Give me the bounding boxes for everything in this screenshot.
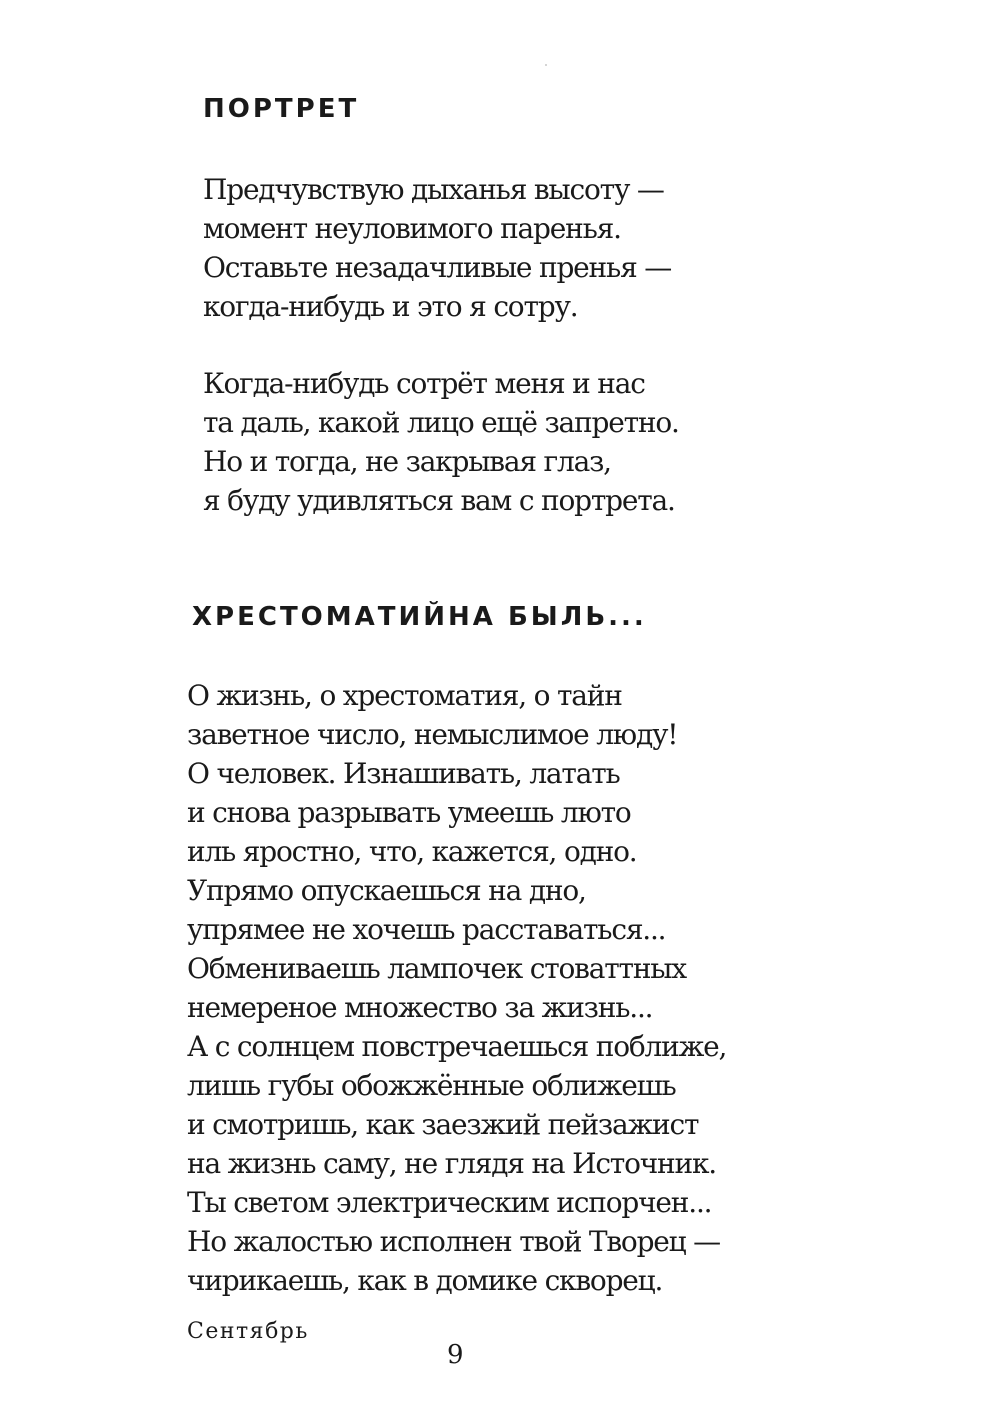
verse-line: и снова разрывать умеешь люто [187,796,631,829]
verse-line: и смотришь, как заезжий пейзажист [187,1108,699,1141]
verse-line: упрямее не хочешь расставаться... [187,913,666,946]
verse-line: Упрямо опускаешься на дно, [187,874,586,907]
verse-line: О жизнь, о хрестоматия, о тайн [187,679,622,712]
verse-line: та даль, какой лицо ещё запретно. [203,406,679,439]
poem-date: Сентябрь [187,1319,309,1344]
verse-line: Ты светом электрическим испорчен... [187,1186,712,1219]
poem-title-portret: ПОРТРЕТ [203,94,360,124]
verse-line: лишь губы обожжённые оближешь [187,1069,676,1102]
verse-line: на жизнь саму, не глядя на Источник. [187,1147,716,1180]
verse-line: момент неуловимого паренья. [203,212,621,245]
verse-line: Но и тогда, не закрывая глаз, [203,445,611,478]
verse-line: чирикаешь, как в домике скворец. [187,1264,663,1297]
verse-line: я буду удивляться вам с портрета. [203,484,675,517]
poem-title-khrestomatiyna: ХРЕСТОМАТИЙНА БЫЛЬ... [192,602,647,632]
verse-line: иль яростно, что, кажется, одно. [187,835,637,868]
verse-line: Когда-нибудь сотрёт меня и нас [203,367,645,400]
poem-2-stanza-1 [187,676,726,1300]
poem-1-stanza-1 [203,170,671,326]
page-number: 9 [447,1340,464,1370]
poem-1-stanza-2 [203,364,679,520]
verse-line: Обмениваешь лампочек стоваттных [187,952,686,985]
verse-line: А с солнцем повстречаешься поближе, [187,1030,727,1063]
verse-line: Оставьте незадачливые пренья — [203,251,672,284]
verse-line: заветное число, немыслимое люду! [187,718,678,751]
verse-line: Предчувствую дыханья высоту — [203,173,664,206]
verse-line: Но жалостью исполнен твой Творец — [187,1225,720,1258]
print-speck [545,64,547,66]
verse-line: когда-нибудь и это я сотру. [203,290,578,323]
verse-line: О человек. Изнашивать, латать [187,757,620,790]
verse-line: немереное множество за жизнь... [187,991,653,1024]
